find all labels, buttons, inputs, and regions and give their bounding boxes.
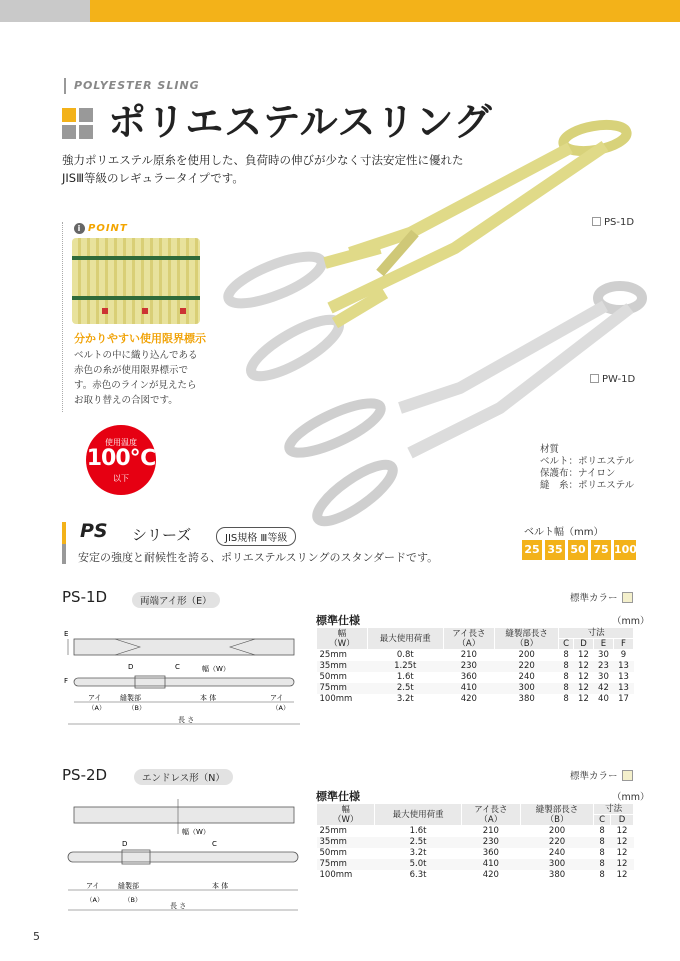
table-cell: 25mm (319, 826, 347, 836)
table-cell: 12 (611, 837, 634, 848)
table-cell: 200 (548, 826, 566, 836)
page-number: 5 (33, 930, 40, 943)
table-cell: 2.5t (375, 837, 461, 848)
ps-2d-unit: （mm） (612, 792, 650, 803)
dim-eye-a-label: （A） (88, 704, 106, 712)
ps-1d-spec-table: 幅 （W） 最大使用荷重 アイ長さ （A） 縫製部長さ （B） 寸法 C D E F 25mm 0.8t 210 200 8 12 30 9 35mm 1.25t 230 220 8 12 23 13 50mm 1.6t 360 240 8 12 30 13 75mm 2.5t 410 300 8 12 42 13 100mm 3.2t 420 380 8 12 40 17 (316, 627, 634, 705)
table-cell: 35mm (317, 661, 368, 672)
table-cell: 3.2t (396, 694, 414, 704)
dim-sewing-b-label: （B） (128, 704, 146, 712)
dim-eye-a-label: （A） (86, 896, 104, 904)
belt-width-chip: 75 (591, 540, 611, 560)
dim-eye-a-label: （A） (272, 704, 290, 712)
dim-sewing-b-label: （B） (124, 896, 142, 904)
table-cell: 50mm (319, 672, 347, 682)
jis-grade-badge: JIS規格 Ⅲ等級 (216, 527, 296, 546)
top-bar-accent (90, 0, 680, 22)
table-cell: 12 (616, 848, 628, 858)
table-cell: 1.25t (367, 661, 443, 672)
table-row (317, 683, 634, 694)
table-cell: 50mm (319, 848, 347, 858)
series-description: 安定の強度と耐候性を誇る、ポリエステルスリングのスタンダードです。 (78, 551, 439, 564)
table-row (317, 848, 634, 859)
table-cell: 100mm (319, 870, 353, 880)
table-cell: 25mm (319, 650, 347, 660)
dim-width-label: 幅（W） (182, 828, 210, 836)
table-cell: 13 (613, 683, 633, 694)
table-cell: 240 (548, 848, 566, 858)
table-cell: 220 (520, 837, 593, 848)
table-row (317, 859, 634, 870)
table-cell: 42 (593, 683, 613, 694)
dim-eye-label: アイ (270, 694, 284, 702)
belt-width-label: ベルト幅（mm） (524, 527, 604, 538)
ps-1d-standard-color: 標準カラー (570, 590, 633, 604)
table-cell: 30 (598, 650, 609, 660)
table-cell: 410 (443, 683, 495, 694)
table-cell: 75mm (317, 859, 375, 870)
dim-eye-label: アイ (86, 882, 100, 890)
table-cell: 100mm (319, 694, 353, 704)
table-cell: 8 (563, 650, 569, 660)
ps-2d-type-tag: エンドレス形（N） (134, 769, 233, 785)
table-cell: 8 (563, 672, 569, 682)
intro-text: 強力ポリエステル原糸を使用した、負荷時の伸びが少なく寸法安定性に優れた JISⅢ等級のレギュラータイプです。 (62, 153, 464, 185)
table-cell: 200 (518, 650, 535, 660)
ps-1d-type-tag: 両端アイ形（E） (132, 592, 220, 608)
ps-1d-unit: （mm） (612, 616, 650, 627)
dim-c-label: C (175, 663, 180, 671)
dim-d-label: D (122, 840, 128, 848)
dim-c-label: C (212, 840, 217, 848)
table-cell: 230 (443, 661, 495, 672)
belt-width-chip: 25 (522, 540, 542, 560)
table-cell: 8 (599, 826, 605, 836)
dim-eye-label: アイ (88, 694, 102, 702)
temperature-badge: 使用温度 100℃ 以下 (86, 425, 156, 495)
table-cell: 410 (461, 859, 520, 870)
ps-2d-diagram (60, 794, 310, 916)
ps-1d-sling (223, 121, 629, 386)
ps-2d-title: PS-2D (62, 766, 108, 784)
table-cell: 12 (611, 859, 634, 870)
table-cell: 3.2t (409, 848, 427, 858)
table-cell: 12 (578, 694, 589, 704)
table-cell: 30 (598, 672, 609, 682)
table-cell: 210 (482, 826, 499, 836)
point-label: i POINT (74, 223, 128, 234)
series-accent-bar (62, 522, 66, 544)
table-cell: 210 (460, 650, 477, 660)
table-cell: 8 (559, 661, 574, 672)
title-squares-icon (62, 108, 94, 140)
table-row (317, 870, 634, 881)
material-list: 材質 ベルト：ポリエステル 保護布：ナイロン 縫 糸：ポリエステル (540, 444, 635, 491)
belt-width-chip: 100 (614, 540, 636, 560)
table-cell: 420 (482, 870, 499, 880)
page-title: ポリエステルスリング (108, 100, 493, 144)
point-body: ベルトの中に織り込んである赤色の糸が使用限界標示です。赤色のラインが見えたらお取り替えの合図です。 (74, 350, 198, 406)
ps-2d-standard-color: 標準カラー (570, 768, 633, 782)
dim-d-label: D (128, 663, 134, 671)
series-grey-bar (62, 544, 66, 564)
table-cell: 2.5t (367, 683, 443, 694)
table-cell: 13 (613, 661, 633, 672)
page-subtitle: POLYESTER SLING (64, 78, 200, 94)
table-cell: 17 (618, 694, 629, 704)
color-swatch (622, 592, 633, 603)
belt-width-chip: 50 (568, 540, 588, 560)
table-cell: 6.3t (409, 870, 427, 880)
table-row (317, 650, 634, 662)
dim-e-label: E (64, 630, 69, 638)
table-cell: 12 (616, 826, 628, 836)
dim-body-label: 本 体 (200, 694, 217, 702)
table-cell: 23 (593, 661, 613, 672)
table-cell: 12 (573, 661, 593, 672)
table-cell: 8 (559, 683, 574, 694)
top-bar-grey (0, 0, 90, 22)
webbing-closeup-image (72, 238, 200, 324)
table-cell: 230 (461, 837, 520, 848)
table-cell: 380 (548, 870, 566, 880)
table-cell: 35mm (317, 837, 375, 848)
table-cell: 12 (573, 683, 593, 694)
table-cell: 8 (599, 848, 605, 858)
table-cell: 220 (495, 661, 559, 672)
dim-body-label: 本 体 (212, 882, 229, 890)
dim-sewing-label: 縫製部 (118, 882, 139, 890)
point-heading: 分かりやすい使用限界標示 (74, 332, 206, 345)
table-cell: 9 (620, 650, 627, 660)
ps-1d-diagram (60, 626, 310, 736)
table-cell: 5.0t (375, 859, 461, 870)
color-swatch (622, 770, 633, 781)
table-cell: 420 (460, 694, 477, 704)
table-cell: 1.6t (409, 826, 427, 836)
table-cell: 75mm (317, 683, 368, 694)
table-cell: 8 (594, 859, 611, 870)
table-cell: 8 (563, 694, 569, 704)
series-name: シリーズ (132, 526, 192, 544)
table-cell: 8 (599, 870, 605, 880)
table-cell: 300 (495, 683, 559, 694)
table-cell: 380 (518, 694, 535, 704)
table-row (317, 826, 634, 838)
table-row (317, 837, 634, 848)
dim-width-label: 幅（W） (202, 665, 230, 673)
table-cell: 40 (598, 694, 609, 704)
table-cell: 240 (518, 672, 535, 682)
table-cell: 12 (578, 650, 589, 660)
table-cell: 12 (578, 672, 589, 682)
dim-length-label: 長 さ (178, 716, 195, 724)
model-tag-pw-1d: PW-1D (590, 374, 635, 385)
table-cell: 8 (594, 837, 611, 848)
table-cell: 300 (520, 859, 593, 870)
ps-1d-spec-title: 標準仕様 (316, 614, 360, 627)
table-cell: 0.8t (396, 650, 414, 660)
model-tag-ps-1d: PS-1D (592, 217, 634, 228)
ps-2d-spec-title: 標準仕様 (316, 790, 360, 803)
ps-1d-title: PS-1D (62, 588, 108, 606)
table-cell: 360 (482, 848, 499, 858)
table-row (317, 694, 634, 705)
series-code: PS (80, 520, 108, 542)
table-cell: 1.6t (396, 672, 414, 682)
table-row (317, 661, 634, 672)
table-cell: 13 (618, 672, 629, 682)
ps-2d-spec-table: 幅 （W） 最大使用荷重 アイ長さ （A） 縫製部長さ （B） 寸法 C D 25mm 1.6t 210 200 8 12 35mm 2.5t 230 220 8 12 50mm 3.2t 360 240 8 12 75mm 5.0t 410 300 8 12 100mm 6.3t 420 380 8 12 (316, 803, 634, 881)
dim-length-label: 長 さ (170, 902, 187, 910)
dim-sewing-label: 縫製部 (120, 694, 141, 702)
info-icon: i (74, 223, 85, 234)
table-cell: 12 (616, 870, 628, 880)
belt-width-chips (522, 540, 636, 560)
dim-f-label: F (64, 677, 69, 685)
belt-width-chip: 35 (545, 540, 565, 560)
table-cell: 360 (460, 672, 477, 682)
table-row (317, 672, 634, 683)
